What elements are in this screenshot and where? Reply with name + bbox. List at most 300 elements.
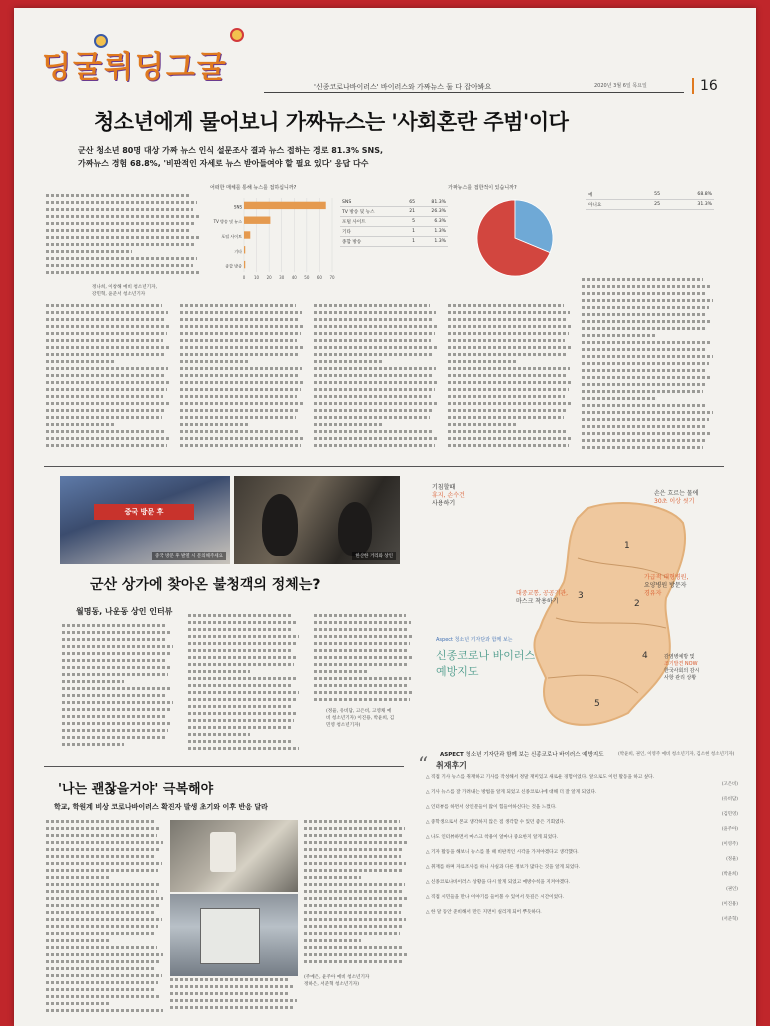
table-row — [340, 217, 448, 227]
text-line — [46, 229, 191, 232]
map-note-line: 30초 이상 씻기 — [654, 498, 695, 505]
text-line — [46, 960, 159, 963]
review-section-title: 취재후기 — [436, 761, 467, 770]
pie-chart-title: 가짜뉴스를 접한적이 있습니까? — [448, 185, 517, 191]
text-line — [170, 992, 290, 995]
text-line — [188, 663, 294, 666]
x-tick-label: 40 — [291, 275, 297, 280]
text-line — [62, 645, 173, 648]
text-line — [314, 684, 408, 687]
text-line — [46, 444, 167, 447]
article2-headline: 군산 상가에 찾아온 불청객의 정체는? — [90, 577, 321, 593]
region-number: 2 — [634, 599, 640, 609]
text-line — [188, 726, 291, 729]
review-item — [426, 834, 738, 848]
text-line — [62, 729, 168, 732]
text-line — [180, 395, 297, 398]
bar-chart-title: 어떠한 매체를 통해 뉴스를 접하십니까? — [210, 185, 297, 191]
bar-chart-table — [340, 198, 448, 247]
shop-interview-photo — [234, 476, 400, 564]
text-line — [46, 388, 167, 391]
text-line — [180, 332, 301, 335]
text-line — [582, 383, 707, 386]
table-cell: 25 — [634, 200, 662, 210]
text-line — [188, 747, 299, 750]
text-line — [180, 311, 302, 314]
text-line — [314, 423, 383, 426]
review-text: △ 취재를 하며 자료조사를 하니 사실과 다른 정보가 많다는 것을 알게 되었다. — [426, 865, 581, 870]
issue-date: 2020년 3월 6일 목요일 — [594, 83, 647, 89]
text-line — [314, 670, 369, 673]
table-cell: 종합 방송 — [340, 237, 401, 247]
article-body-filler — [180, 304, 306, 454]
text-line — [314, 339, 431, 342]
newspaper-page — [14, 8, 756, 1026]
text-line — [188, 642, 296, 645]
text-line — [448, 381, 573, 384]
text-line — [62, 722, 172, 725]
text-line — [46, 402, 169, 405]
text-line — [46, 250, 132, 253]
text-line — [180, 388, 301, 391]
page-number: 16 — [692, 78, 718, 94]
text-line — [314, 663, 409, 666]
byline-line: 정하은, 서준혁 청소년기자) — [304, 982, 359, 987]
text-line — [46, 360, 115, 363]
map-note-line: 기침할때 — [432, 484, 456, 491]
text-line — [582, 334, 655, 337]
table-cell: 아니요 — [586, 200, 634, 210]
article-body-filler — [62, 624, 174, 750]
text-line — [314, 649, 407, 652]
text-line — [46, 862, 162, 865]
article2-byline — [326, 708, 394, 729]
byline-line: 민영 청소년기자) — [326, 723, 361, 728]
text-line — [582, 327, 707, 330]
table-cell: 5 — [401, 217, 417, 227]
review-item — [426, 864, 738, 878]
text-line — [46, 981, 158, 984]
text-line — [180, 339, 297, 342]
text-line — [180, 360, 249, 363]
text-line — [46, 208, 193, 211]
text-line — [46, 953, 163, 956]
text-line — [304, 932, 400, 935]
map-note-line: 가급적 대형병원, — [644, 574, 689, 581]
text-line — [304, 911, 401, 914]
text-line — [46, 988, 155, 991]
text-line — [448, 360, 517, 363]
text-line — [582, 425, 705, 428]
article-body-filler — [46, 194, 202, 278]
masthead-rule — [264, 92, 684, 93]
text-line — [46, 367, 168, 370]
text-line — [188, 614, 291, 617]
map-note-line: 한국사회의 감시 — [664, 668, 700, 674]
text-line — [62, 694, 167, 697]
text-line — [46, 318, 164, 321]
text-line — [46, 904, 159, 907]
text-line — [448, 444, 569, 447]
text-line — [582, 411, 713, 414]
text-line — [314, 614, 406, 617]
subhead-line: 가짜뉴스 경험 68.8%, '비판적인 자세로 뉴스 받아들여야 할 필요 있다' 응답 다수 — [78, 159, 369, 168]
text-line — [188, 740, 293, 743]
text-line — [46, 932, 155, 935]
text-line — [304, 820, 400, 823]
text-line — [46, 311, 168, 314]
article-body-filler — [582, 278, 714, 454]
text-line — [304, 953, 407, 956]
text-line — [188, 677, 297, 680]
text-line — [314, 353, 434, 356]
map-caption — [440, 750, 604, 758]
article-body-filler — [448, 304, 574, 454]
text-line — [314, 388, 435, 391]
table-row — [586, 190, 714, 200]
pie-chart-plot — [448, 194, 582, 282]
text-line — [582, 278, 703, 281]
x-tick-label: 70 — [329, 275, 335, 280]
text-line — [46, 271, 200, 274]
map-title-big: 신종코로나 바이러스 — [436, 649, 536, 662]
bar — [244, 246, 245, 253]
table-cell: TV 방송 및 뉴스 — [340, 207, 401, 217]
review-list — [426, 774, 738, 924]
text-line — [448, 437, 573, 440]
bar — [244, 217, 270, 224]
text-line — [170, 985, 294, 988]
text-line — [314, 430, 432, 433]
text-line — [582, 369, 705, 372]
article3-headline: '나는 괜찮을거야' 극복해야 — [58, 782, 214, 797]
review-text: △ 중학생으로서 본교 생각하지 않은 점 생각할 수 있던 좋은 기회였다. — [426, 820, 566, 825]
text-line — [46, 304, 162, 307]
article-body-filler — [46, 304, 172, 454]
map-note-line: 조기발견 NOW — [664, 661, 698, 667]
bar — [244, 231, 250, 238]
map-note-mask — [516, 590, 568, 606]
text-line — [46, 925, 158, 928]
text-line — [62, 708, 170, 711]
text-line — [46, 381, 171, 384]
text-line — [62, 715, 166, 718]
text-line — [180, 367, 302, 370]
text-line — [46, 374, 164, 377]
text-line — [46, 890, 157, 893]
text-line — [180, 423, 249, 426]
table-cell: 1 — [401, 227, 417, 237]
text-line — [582, 432, 711, 435]
review-author: (권인) — [726, 887, 738, 892]
text-line — [448, 318, 566, 321]
text-line — [304, 827, 405, 830]
text-line — [304, 918, 406, 921]
review-item — [426, 909, 738, 923]
text-line — [304, 897, 407, 900]
article-body-filler — [170, 978, 298, 1018]
text-line — [46, 222, 196, 225]
text-line — [62, 736, 165, 739]
text-line — [46, 257, 197, 260]
article-body-filler — [188, 614, 300, 754]
review-text: △ 나도 인터뷰하면서 마스크 착용이 얼마나 중요한지 알게 되었다. — [426, 835, 559, 840]
article-body-filler — [304, 820, 408, 970]
review-text: △ 한 달 동안 준비해서 만든 지면이 실리게 되어 뿌듯하다. — [426, 910, 542, 915]
text-line — [582, 390, 703, 393]
review-author: (김민영) — [721, 812, 738, 817]
table-cell: 1.3% — [417, 227, 448, 237]
korea-map-graphic — [428, 478, 738, 750]
text-line — [314, 304, 430, 307]
text-line — [46, 939, 111, 942]
text-line — [448, 423, 517, 426]
table-cell: SNS — [340, 198, 401, 207]
section-divider — [44, 466, 724, 467]
table-cell: 6.3% — [417, 217, 448, 227]
review-text: △ 기사 뉴스를 잘 가려내는 방법을 알게 되었고 신종코로나에 대해 더 잘 알게 되었다. — [426, 790, 597, 795]
text-line — [582, 446, 703, 449]
text-line — [582, 376, 711, 379]
text-line — [62, 638, 167, 641]
text-line — [314, 691, 413, 694]
text-line — [304, 925, 403, 928]
text-line — [304, 890, 402, 893]
text-line — [180, 318, 298, 321]
category-label: 포털 사이트 — [221, 233, 242, 239]
text-line — [314, 628, 408, 631]
text-line — [448, 430, 566, 433]
table-cell: 기타 — [340, 227, 401, 237]
text-line — [304, 869, 403, 872]
text-line — [304, 883, 405, 886]
map-note-line: 사항 관리 상황 — [664, 675, 697, 681]
notice-board-photo — [170, 894, 298, 976]
text-line — [304, 904, 404, 907]
text-line — [46, 346, 169, 349]
byline-line: 정나희, 이창해 예비 청소년기자, — [92, 285, 157, 290]
main-subhead — [78, 144, 408, 170]
category-label: TV 방송 및 뉴스 — [213, 219, 242, 225]
text-line — [304, 841, 407, 844]
text-line — [582, 355, 713, 358]
text-line — [314, 409, 434, 412]
review-item — [426, 819, 738, 833]
text-line — [314, 346, 437, 349]
text-line — [188, 621, 297, 624]
text-line — [582, 418, 709, 421]
korea-map-shape — [534, 503, 685, 725]
photo-caption: 중국 방문 후 발열 시 문의해주세요 — [152, 552, 226, 560]
x-tick-label: 10 — [254, 275, 260, 280]
text-line — [314, 677, 411, 680]
text-line — [46, 395, 163, 398]
table-cell: 65 — [401, 198, 417, 207]
review-author: (이영주) — [721, 842, 738, 847]
text-line — [188, 705, 292, 708]
text-line — [180, 374, 298, 377]
text-line — [46, 820, 155, 823]
cartoon-kid-icon — [230, 28, 244, 42]
byline-line: (주예은, 윤주아 예비 청소년기자 — [304, 975, 370, 980]
text-line — [448, 388, 569, 391]
text-line — [180, 353, 300, 356]
text-line — [314, 635, 413, 638]
text-line — [62, 624, 165, 627]
text-line — [46, 332, 167, 335]
text-line — [170, 978, 288, 981]
text-line — [46, 855, 156, 858]
text-line — [46, 995, 160, 998]
main-headline: 청소년에게 물어보니 가짜뉴스는 '사회혼란 주범'이다 — [94, 110, 569, 134]
map-note-line: 감염병예방 및 — [664, 654, 695, 660]
text-line — [46, 946, 157, 949]
x-tick-label: 0 — [242, 275, 246, 280]
byline-line: (정율, 유비담, 고은비, 고영채 예 — [326, 709, 392, 714]
region-number: 1 — [624, 541, 630, 551]
text-line — [304, 939, 361, 942]
text-line — [314, 621, 411, 624]
text-line — [170, 1006, 293, 1009]
text-line — [46, 416, 162, 419]
text-line — [188, 684, 293, 687]
text-line — [180, 346, 303, 349]
text-line — [188, 628, 293, 631]
text-line — [314, 437, 439, 440]
x-tick-label: 50 — [304, 275, 310, 280]
text-line — [46, 967, 156, 970]
review-author: (고은비) — [721, 782, 738, 787]
text-line — [448, 367, 570, 370]
photo-strip — [60, 476, 400, 564]
pie-chart-table — [586, 190, 714, 210]
review-author: (유비담) — [721, 797, 738, 802]
text-line — [62, 673, 168, 676]
table-cell: 81.3% — [417, 198, 448, 207]
text-line — [448, 353, 568, 356]
text-line — [180, 409, 300, 412]
map-note-line: 손은 흐르는 물에 — [654, 490, 699, 497]
map-note-line: 경유자 — [644, 590, 662, 597]
text-line — [46, 215, 200, 218]
text-line — [304, 960, 404, 963]
text-line — [314, 360, 383, 363]
text-line — [46, 201, 197, 204]
text-line — [46, 264, 193, 267]
text-line — [314, 381, 439, 384]
text-line — [582, 285, 710, 288]
text-line — [314, 325, 439, 328]
text-line — [582, 397, 655, 400]
text-line — [582, 299, 713, 302]
category-label: SNS — [233, 204, 242, 210]
text-line — [448, 409, 568, 412]
text-line — [46, 918, 162, 921]
pie-chart — [448, 184, 582, 284]
table-cell: 포털 사이트 — [340, 217, 401, 227]
section-divider — [44, 766, 404, 767]
text-line — [448, 325, 573, 328]
text-line — [304, 876, 361, 879]
text-line — [46, 236, 199, 239]
text-line — [46, 409, 166, 412]
photo-caption: 한산한 거리와 상인 — [352, 552, 396, 560]
text-line — [46, 827, 160, 830]
article-body-filler — [314, 614, 414, 706]
text-line — [170, 999, 297, 1002]
text-line — [582, 404, 706, 407]
review-text: △ 신종코로나바이러스 상황을 다시 알게 되었고 예방수칙을 지켜야겠다. — [426, 880, 570, 885]
text-line — [448, 395, 565, 398]
review-item — [426, 879, 738, 893]
text-line — [582, 439, 707, 442]
category-label: 기타 — [234, 248, 242, 254]
text-line — [314, 367, 436, 370]
table-row — [340, 198, 448, 207]
text-line — [46, 848, 159, 851]
text-line — [314, 402, 437, 405]
category-label: 종합 방송 — [225, 263, 242, 269]
text-line — [304, 848, 404, 851]
text-line — [62, 680, 124, 683]
x-tick-label: 20 — [266, 275, 272, 280]
map-caption-label: ASPECT — [440, 752, 464, 758]
review-item — [426, 789, 738, 803]
review-text: △ 기자 활동을 해보니 뉴스를 볼 때 비판적인 시각을 가져야겠다고 생각했다. — [426, 850, 579, 855]
map-note-line: 마스크 착용하기 — [516, 598, 559, 605]
text-line — [62, 659, 166, 662]
notice-paper — [200, 908, 260, 964]
map-note-line: 휴지, 손수건 — [432, 492, 465, 499]
text-line — [314, 374, 432, 377]
review-author: (정율) — [726, 857, 738, 862]
table-row — [340, 207, 448, 217]
text-line — [46, 430, 164, 433]
text-line — [46, 911, 156, 914]
article3-subhead: 학교, 학원계 비상 코로나바이러스 확진자 발생 초기와 이후 반응 달라 — [54, 803, 268, 811]
text-line — [304, 855, 401, 858]
map-note-line: 대중교통, 공공기관, — [516, 590, 569, 597]
text-line — [46, 339, 163, 342]
review-item — [426, 804, 738, 818]
text-line — [46, 194, 190, 197]
text-line — [46, 325, 171, 328]
section-tagline: '신종코로나바이러스' 바이러스와 가짜뉴스 둘 다 잡아봐요 — [314, 83, 492, 91]
region-number: 5 — [594, 699, 600, 709]
text-line — [188, 656, 298, 659]
text-line — [314, 444, 435, 447]
review-text: △ 직접 기사 뉴스를 취재하고 기사를 작성해서 정말 재미있고 새로운 경험이었다. 앞으로도 이런 활동을 하고 싶다. — [426, 775, 655, 780]
person-silhouette — [262, 494, 298, 556]
text-line — [62, 687, 171, 690]
text-line — [180, 444, 301, 447]
table-cell: 31.3% — [662, 200, 714, 210]
text-line — [46, 1009, 163, 1012]
text-line — [448, 402, 571, 405]
x-tick-label: 30 — [279, 275, 285, 280]
table-row — [340, 237, 448, 247]
table-cell: 26.3% — [417, 207, 448, 217]
section-logo: 딩굴뤼딩그굴 — [42, 50, 228, 85]
map-note-hospital — [644, 574, 688, 598]
review-author: (윤주아) — [721, 827, 738, 832]
text-line — [62, 652, 170, 655]
review-author: (이진용) — [721, 902, 738, 907]
text-line — [46, 883, 160, 886]
text-line — [188, 635, 299, 638]
text-line — [448, 416, 564, 419]
map-source: (박윤희, 권인, 이영주 예비 청소년기자, 김소현 청소년기자) — [618, 752, 735, 757]
